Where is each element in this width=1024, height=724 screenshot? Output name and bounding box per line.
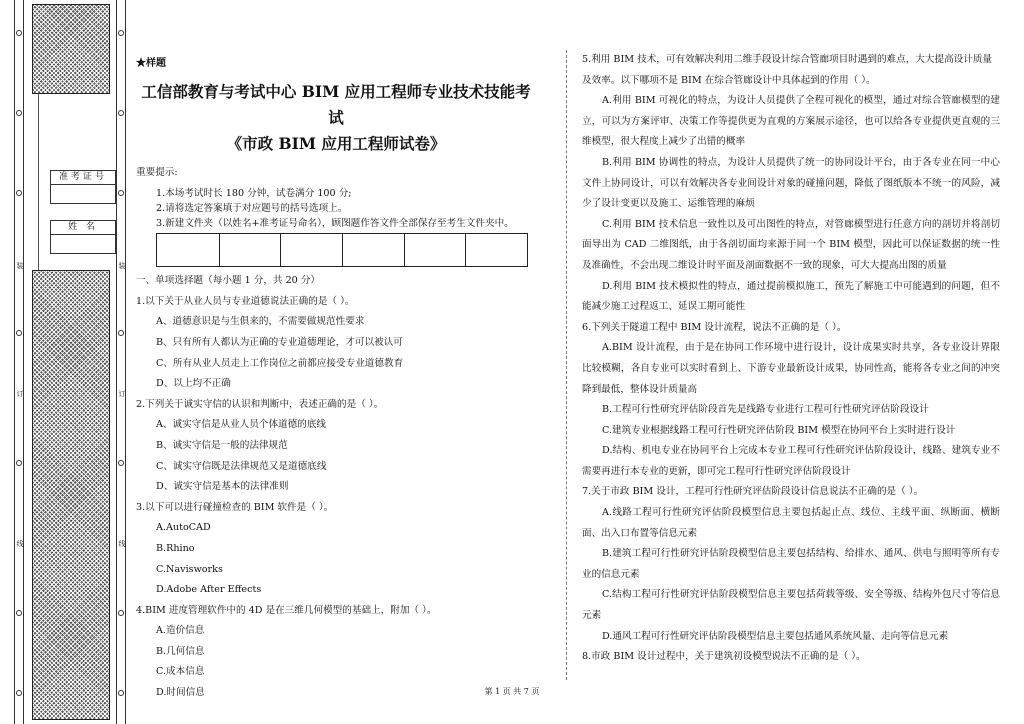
binding-hole [118,460,124,466]
answer-grid [156,233,528,267]
binding-hole [118,110,124,116]
question-option: D.时间信息 [156,687,205,699]
question-option: D、诚实守信是基本的法律准则 [156,481,289,493]
question-option: B、诚实守信是一般的法律规范 [156,439,288,451]
question-option: B.几何信息 [156,645,205,657]
binding-hatch-bottom [32,270,110,720]
column-divider [566,50,567,680]
notice-item: 2.请将选定答案填于对应题号的括号选项上。 [156,203,348,215]
binding-rail-right [116,0,126,724]
question-option: A.线路工程可行性研究评估阶段模型信息主要包括起止点、线位、主线平面、纵断面、横断面、出入口布置等信息元素 [582,507,1000,539]
answer-cell[interactable] [280,234,342,266]
question-option: D、以上均不正确 [156,378,231,390]
section-heading: 一、单项选择题（每小题 1 分，共 20 分） [136,275,321,287]
answer-cell[interactable] [219,234,281,266]
question-option: A.造价信息 [156,625,205,637]
answer-cell[interactable] [342,234,404,266]
candidate-id-field [51,185,115,203]
question-stem: 3.以下可以进行碰撞检查的 BIM 软件是（ ）。 [136,501,334,513]
binding-mark: 订 [118,390,126,398]
binding-hole [16,30,22,36]
question-option: A.BIM 设计流程，由于是在协同工作环境中进行设计，设计成果实时共享，各专业设计界限比较模糊，各自专业可以实时看到上、下游专业最新设计成果，协同性高，能将各专业之间的冲突降到最低，整体设计质量高 [582,342,1000,395]
notice-item: 3.新建文件夹（以姓名+准考证号命名），顾图题作答文件全部保存至考生文件夹中。 [156,218,514,230]
binding-hole [118,190,124,196]
candidate-id-box [50,170,116,204]
question-stem: 8.市政 BIM 设计过程中，关于建筑初设模型说法不正确的是（ ）。 [582,651,866,663]
question-option: B.工程可行性研究评估阶段首先是线路专业进行工程可行性研究评估阶段设计 [602,404,929,416]
question-option: D.利用 BIM 技术模拟性的特点，通过提前模拟施工，预先了解施工中可能遇到的问题，但不能减少施工过程返工、延误工期可能性 [582,280,1000,313]
binding-hole [16,610,22,616]
candidate-id-label: 准考证号 [51,171,115,185]
binding-mark: 装 [118,262,126,270]
question-stem: 2.下列关于诚实守信的认识和判断中，表述正确的是（ ）。 [136,398,384,410]
name-label: 姓 名 [51,221,115,235]
binding-rail-left [14,0,24,724]
binding-margin [14,0,126,724]
question-option: A、道德意识是与生俱来的，不需要做规范性要求 [156,316,365,328]
right-column [582,54,1000,668]
binding-hatch-top [32,4,110,94]
question-option: C.Navisworks [156,563,223,575]
question-option: B.Rhino [156,542,195,554]
question-option: C、所有从业人员走上工作岗位之前都应接受专业道德教育 [156,357,404,369]
name-box [50,220,116,254]
question-option: C、诚实守信既是法律规范又是道德底线 [156,460,327,472]
binding-mark: 线 [16,540,24,548]
question-option: D.通风工程可行性研究评估阶段模型信息主要包括通风系统风量、走向等信息元素 [602,630,949,642]
binding-hole [16,460,22,466]
notice-heading: 重要提示: [136,166,178,178]
page-number: 第 1 页 共 7 页 [484,687,540,696]
question-stem: 6.下列关于隧道工程中 BIM 设计流程，说法不正确的是（ ）。 [582,321,847,333]
notice-item: 1.本场考试时长 180 分钟，试卷满分 100 分; [156,188,352,200]
question-option: D.结构、机电专业在协同平台上完成本专业工程可行性研究评估阶段设计，线路、建筑专业不需要再进行本专业的更新，即可完工程可行性研究评估阶段设计 [582,445,1000,477]
name-field [51,235,115,253]
question-option: A、诚实守信是从业人员个体道德的底线 [156,419,327,431]
question-option: A.利用 BIM 可视化的特点，为设计人员提供了全程可视化的模型，通过对综合管廊模型的建立，可以为方案评审、决策工作等提供更为直观的方案展示途径，也可以给各专业提供更直观的三维模型，很大程度上减少了出错的概率 [582,95,1000,148]
question-stem: 7.关于市政 BIM 设计，工程可行性研究评估阶段设计信息说法不正确的是（ ）。 [582,486,924,498]
question-option: C.建筑专业根据线路工程可行性研究评估阶段 BIM 模型在协同平台上实时进行设计 [602,424,956,436]
answer-cell[interactable] [404,234,466,266]
left-column [136,54,536,704]
question-option: B.建筑工程可行性研究评估阶段模型信息主要包括结构、给排水、通风、供电与照明等所有专业的信息元素 [582,548,1000,580]
answer-cell[interactable] [465,234,527,266]
question-stem: 1.以下关于从业人员与专业道德说法正确的是（ ）。 [136,295,355,307]
binding-hole [118,30,124,36]
question-stem: 4.BIM 进度管理软件中的 4D 是在三维几何模型的基础上，附加（ ）。 [136,604,437,616]
question-option: A.AutoCAD [156,522,211,534]
binding-mark: 线 [118,540,126,548]
exam-subtitle: 《市政 BIM 应用工程师试卷》 [226,133,446,153]
question-stem: 5.利用 BIM 技术，可有效解决利用二维手段设计综合管廊项目时遇到的难点，大大提高设计质量及效率。以下哪项不是 BIM 在综合管廊设计中具体起到的作用（ ）。 [582,54,993,86]
exam-title: 工信部教育与考试中心 BIM 应用工程师专业技术技能考试 [141,81,531,127]
binding-line [38,94,39,270]
binding-hole [118,330,124,336]
binding-hole [16,190,22,196]
binding-mark: 装 [16,262,24,270]
question-option: B、只有所有人都认为正确的专业道德理论，才可以被认可 [156,336,403,348]
question-option: C.结构工程可行性研究评估阶段模型信息主要包括荷载等级、安全等级、结构外包尺寸等信息元素 [582,589,1000,622]
question-option: C.成本信息 [156,666,205,678]
answer-cell[interactable] [157,234,219,266]
question-option: C.利用 BIM 技术信息一致性以及可出图性的特点，对管廊模型进行任意方向的剖切并将剖切面导出为 CAD 二维图纸，由于各剖切面均来源于同一个 BIM 模型，因此可以保证数据的统一性及准确性，不会出现二维设计时平面及剖面数据不一致的现象，可大大提高出图的质量 [582,218,1000,271]
binding-hole [16,330,22,336]
binding-hole [16,110,22,116]
binding-hole [118,610,124,616]
question-option: B.利用 BIM 协调性的特点，为设计人员提供了统一的协同设计平台，由于各专业在同一中心文件上协同设计，可以有效解决各专业间设计对象的碰撞问题，降低了图纸版本不统一的风险，减少了设计变更以及施工、运维管理的麻烦 [582,156,1000,210]
sample-label: ★样题 [136,58,166,69]
binding-mark: 订 [16,390,24,398]
question-option: D.Adobe After Effects [156,584,262,596]
